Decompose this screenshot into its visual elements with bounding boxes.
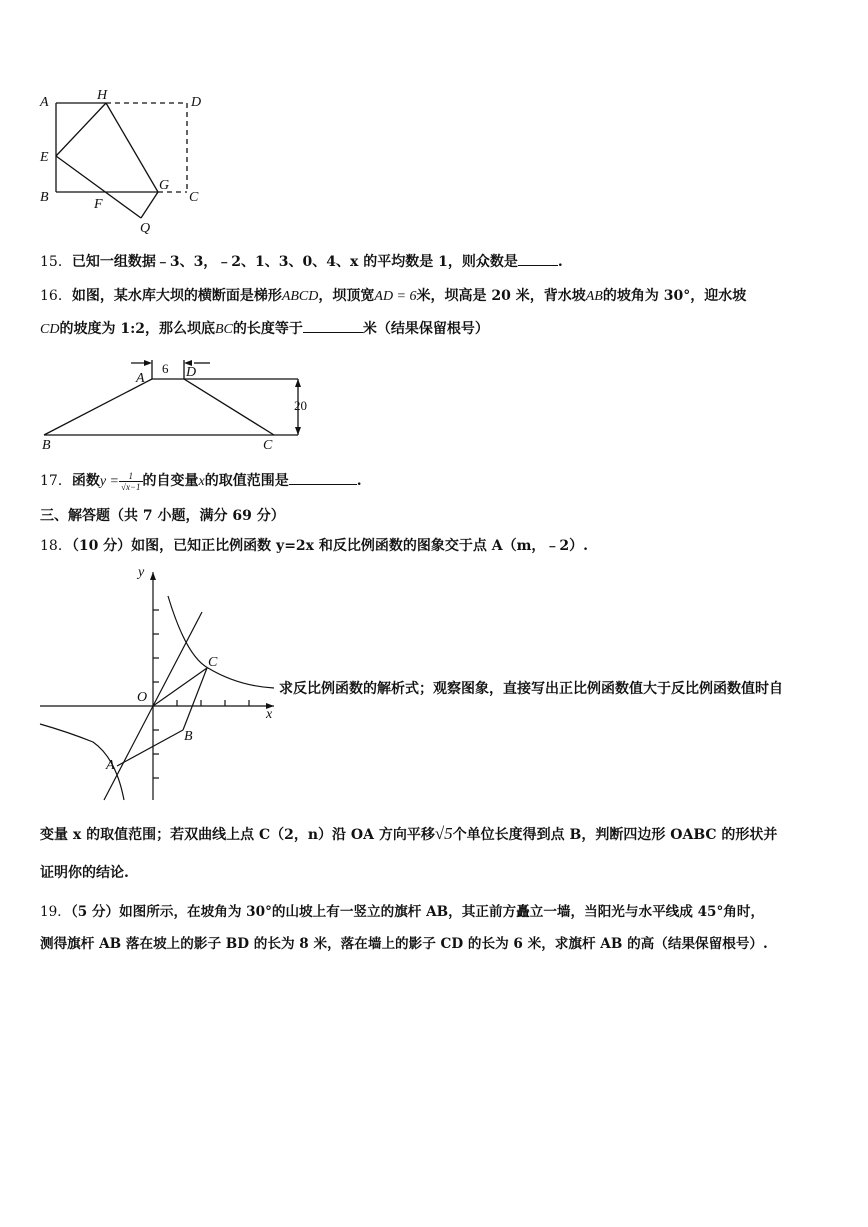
question-19-line2: 测得旗杆 AB 落在坡上的影子 BD 的长为 8 米，落在墙上的影子 CD 的长为 6 米，求旗杆 AB 的高（结果保留根号）. <box>40 936 768 952</box>
q16-text-e: 的坡度为 1:2，那么坝底 <box>59 321 215 337</box>
label-C: C <box>189 190 199 205</box>
question-19-line1 <box>40 900 764 920</box>
top-width-label: 6 <box>162 361 169 376</box>
q16-text-g: 米（结果保留根号） <box>362 321 489 337</box>
label-Q: Q <box>140 221 151 236</box>
q15-answer-blank[interactable] <box>518 253 558 266</box>
figure-coordinate-graph <box>38 560 283 805</box>
q16-bc: BC <box>214 322 233 337</box>
label-B: B <box>42 438 51 453</box>
q17-x: x <box>198 474 205 489</box>
label-O: O <box>137 690 148 705</box>
label-A: A <box>40 95 49 110</box>
q16-answer-blank[interactable] <box>303 320 363 333</box>
figure-rectangle-abcd <box>36 86 216 236</box>
q17-number: 17． <box>40 473 72 489</box>
q17-text-a: 函数 <box>71 473 100 489</box>
question-15 <box>40 251 563 271</box>
q15-number: 15． <box>40 254 72 270</box>
q16-ad: AD = 6 <box>374 289 417 304</box>
label-D: D <box>186 365 197 380</box>
q16-number: 16． <box>40 288 72 304</box>
q16-text-f: 的长度等于 <box>232 321 303 337</box>
question-18-intro <box>40 535 588 555</box>
label-A: A <box>106 758 115 773</box>
q18-number: 18． <box>40 538 72 554</box>
q17-end: . <box>356 473 362 489</box>
q16-text-d: 的坡角为 30°，迎水坡 <box>602 288 747 304</box>
label-C: C <box>208 655 218 670</box>
question-18-side-text: 求反比例函数的解析式；观察图象，直接写出正比例函数值大于反比例函数值时自 <box>279 681 783 697</box>
q16-abcd: ABCD <box>281 289 319 304</box>
q17-denominator: √x−1 <box>121 481 141 492</box>
height-label: 20 <box>294 398 307 413</box>
figure-dam-trapezoid <box>36 350 326 455</box>
q18-text-b: 个单位长度得到点 B，判断四边形 OABC 的形状并 <box>452 827 778 843</box>
section-3-title: 三、解答题（共 7 小题，满分 69 分） <box>40 508 285 524</box>
question-17 <box>40 470 362 492</box>
label-C: C <box>263 438 273 453</box>
q18-sqrt5: √5 <box>434 824 453 843</box>
q17-numerator: 1 <box>119 471 143 482</box>
label-G: G <box>159 178 170 193</box>
q16-text-c: 米，坝高是 20 米，背水坡 <box>416 288 586 304</box>
q18-text-a: 变量 x 的取值范围；若双曲线上点 C（2，n）沿 OA 方向平移 <box>40 827 435 843</box>
q17-text-b: 的自变量 <box>142 473 199 489</box>
q17-fraction <box>119 471 143 492</box>
q16-text-a: 如图，某水库大坝的横断面是梯形 <box>71 288 282 304</box>
q15-end: . <box>557 254 563 270</box>
label-x: x <box>266 707 273 722</box>
q16-cd: CD <box>40 322 60 337</box>
question-16-line1 <box>40 285 746 305</box>
label-B: B <box>184 729 193 744</box>
label-F: F <box>94 197 103 212</box>
label-H: H <box>97 88 108 103</box>
q19-number: 19． <box>40 904 71 920</box>
q15-text: 已知一组数据﹣3、3，﹣2、1、3、0、4、x 的平均数是 1，则众数是 <box>71 254 518 270</box>
label-E: E <box>40 150 49 165</box>
label-y: y <box>138 565 145 580</box>
q16-text-b: ，坝顶宽 <box>318 288 375 304</box>
question-16-line2 <box>40 318 489 338</box>
label-A: A <box>136 371 145 386</box>
q17-y: y = <box>99 474 119 489</box>
q17-text-c: 的取值范围是 <box>204 473 289 489</box>
q18-intro-text: （10 分）如图，已知正比例函数 y=2x 和反比例函数的图象交于点 A（m，﹣2）. <box>71 538 589 554</box>
question-18-line3 <box>40 824 777 844</box>
q16-ab: AB <box>585 289 603 304</box>
q19-text-line1: （5 分）如图所示，在坡角为 30°的山坡上有一竖立的旗杆 AB，其正前方矗立一墙，当阳光与水平线成 45°角时， <box>70 904 765 920</box>
q17-answer-blank[interactable] <box>289 472 357 485</box>
label-D: D <box>191 95 202 110</box>
label-B: B <box>40 190 49 205</box>
question-18-line4: 证明你的结论. <box>40 865 129 881</box>
